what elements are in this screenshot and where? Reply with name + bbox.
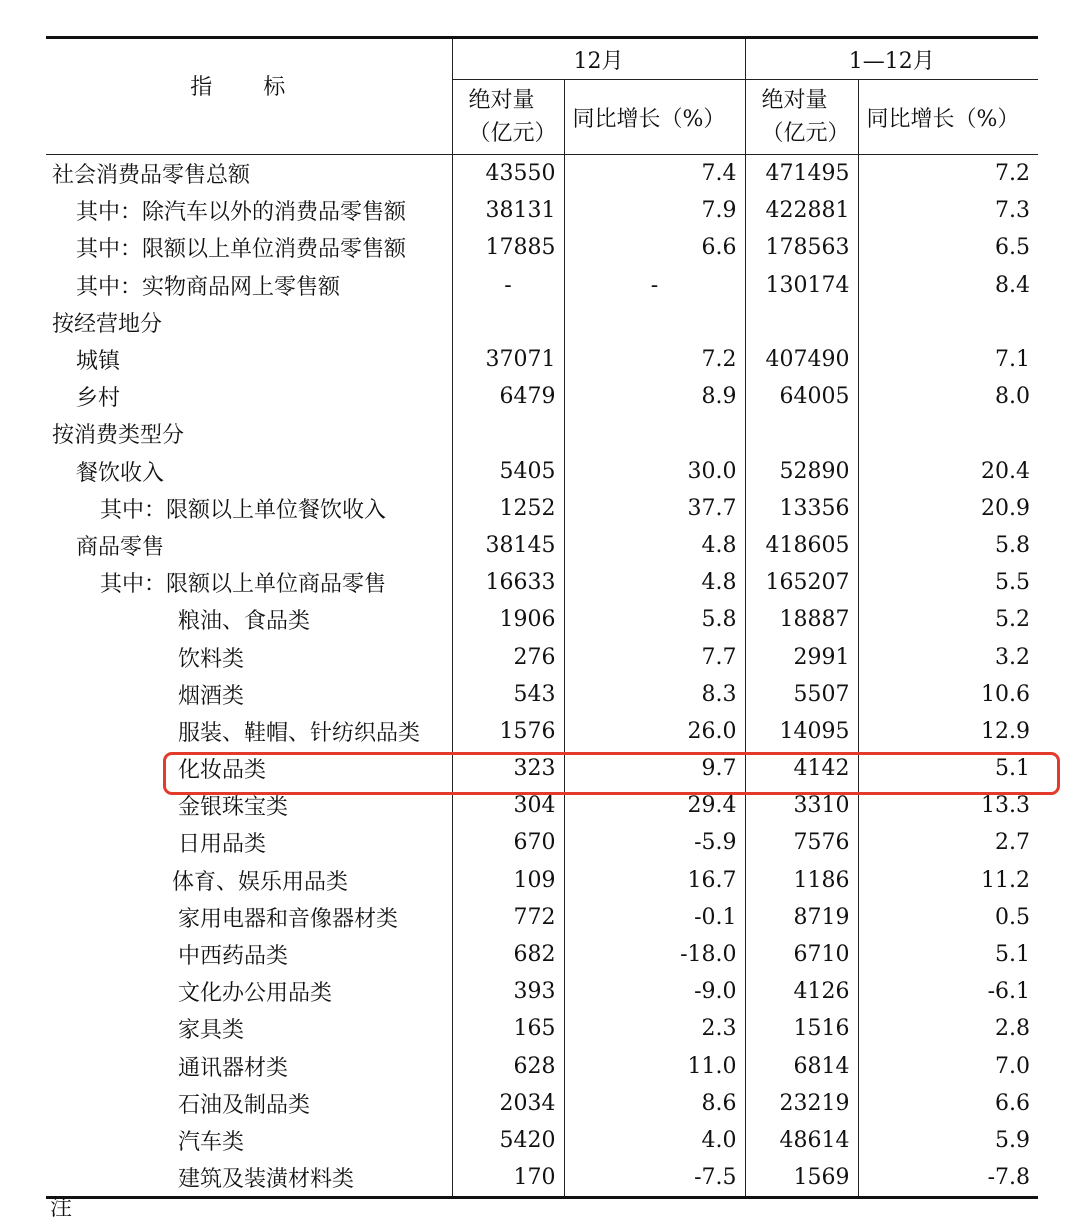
indicator-name: 中西药品类: [178, 944, 289, 970]
month-absolute-value: 5420: [452, 1122, 564, 1159]
month-yoy-value: 7.9: [564, 192, 745, 229]
table-row: [46, 378, 1038, 415]
ytd-absolute-value: 165207: [745, 564, 858, 601]
month-absolute-value: 323: [452, 750, 564, 787]
ytd-absolute-value: 18887: [745, 601, 858, 638]
ytd-absolute-header: [745, 80, 858, 155]
table-row: [46, 787, 1038, 824]
month-absolute-value: 393: [452, 973, 564, 1010]
month-absolute-value: [452, 304, 564, 341]
ytd-yoy-value: 13.3: [858, 787, 1038, 824]
table-row: [46, 862, 1038, 899]
ytd-absolute-value: 1186: [745, 862, 858, 899]
month-yoy-value: 2.3: [564, 1010, 745, 1047]
month-absolute-value: 1252: [452, 490, 564, 527]
ytd-yoy-value: 11.2: [858, 862, 1038, 899]
ytd-yoy-value: 0.5: [858, 899, 1038, 936]
indicator-name: 其中：实物商品网上零售额: [76, 274, 341, 300]
indicator-name: 按经营地分: [52, 311, 163, 337]
month-yoy-value: -9.0: [564, 973, 745, 1010]
month-yoy-value: 8.9: [564, 378, 745, 415]
indicator-name: 汽车类: [178, 1129, 245, 1155]
ytd-yoy-value: 7.3: [858, 192, 1038, 229]
indicator-name: 服装、鞋帽、针纺织品类: [178, 720, 421, 746]
month-absolute-value: 5405: [452, 453, 564, 490]
ytd-absolute-value: 8719: [745, 899, 858, 936]
month-absolute-header: [452, 80, 564, 155]
month-yoy-value: 37.7: [564, 490, 745, 527]
month-absolute-value: 109: [452, 862, 564, 899]
unit-label: （亿元）: [761, 121, 850, 146]
ytd-absolute-value: [745, 304, 858, 341]
ytd-absolute-value: 4142: [745, 750, 858, 787]
indicator-name: 化妆品类: [178, 758, 267, 784]
indicator-name: 其中：限额以上单位餐饮收入: [100, 497, 387, 523]
ytd-yoy-value: 8.4: [858, 267, 1038, 304]
table-row: [46, 341, 1038, 378]
ytd-absolute-value: 52890: [745, 453, 858, 490]
table-row: [46, 1159, 1038, 1198]
ytd-yoy-value: 6.5: [858, 229, 1038, 266]
table-body: [46, 155, 1038, 1198]
month-absolute-value: [452, 415, 564, 452]
table-row: [46, 899, 1038, 936]
ytd-absolute-value: 5507: [745, 676, 858, 713]
month-yoy-value: -0.1: [564, 899, 745, 936]
month-yoy-value: 7.4: [564, 155, 745, 193]
table-row: [46, 453, 1038, 490]
table-row: [46, 676, 1038, 713]
month-absolute-value: 1906: [452, 601, 564, 638]
table-row: [46, 638, 1038, 675]
indicator-name: 商品零售: [76, 534, 165, 560]
ytd-yoy-value: 5.5: [858, 564, 1038, 601]
ytd-absolute-value: 4126: [745, 973, 858, 1010]
month-absolute-value: 37071: [452, 341, 564, 378]
ytd-yoy-value: 5.8: [858, 527, 1038, 564]
month-absolute-value: 276: [452, 638, 564, 675]
month-yoy-value: 9.7: [564, 750, 745, 787]
ytd-yoy-value: -6.1: [858, 973, 1038, 1010]
month-absolute-value: 16633: [452, 564, 564, 601]
month-absolute-value: 2034: [452, 1085, 564, 1122]
table-row: [46, 824, 1038, 861]
indicator-name: 文化办公用品类: [178, 981, 333, 1007]
ytd-yoy-value: 2.7: [858, 824, 1038, 861]
month-yoy-value: 11.0: [564, 1048, 745, 1085]
indicator-name: 通讯器材类: [178, 1055, 289, 1081]
indicator-name: 饮料类: [178, 646, 245, 672]
month-absolute-value: 38131: [452, 192, 564, 229]
ytd-yoy-value: 6.6: [858, 1085, 1038, 1122]
table-row: [46, 564, 1038, 601]
month-absolute-value: 17885: [452, 229, 564, 266]
indicator-name: 石油及制品类: [178, 1092, 311, 1118]
month-absolute-value: 1576: [452, 713, 564, 750]
ytd-absolute-value: 6814: [745, 1048, 858, 1085]
ytd-absolute-value: 23219: [745, 1085, 858, 1122]
ytd-absolute-value: 48614: [745, 1122, 858, 1159]
table-row: [46, 1048, 1038, 1085]
table-header: [46, 38, 1038, 155]
ytd-yoy-value: 7.2: [858, 155, 1038, 193]
ytd-absolute-value: 13356: [745, 490, 858, 527]
ytd-yoy-header: 同比增长（%）: [858, 80, 1038, 155]
ytd-yoy-value: 5.1: [858, 750, 1038, 787]
month-absolute-value: 682: [452, 936, 564, 973]
indicator-name: 按消费类型分: [52, 423, 185, 449]
month-yoy-value: [564, 304, 745, 341]
table-row: [46, 304, 1038, 341]
month-yoy-value: 5.8: [564, 601, 745, 638]
month-yoy-value: [564, 415, 745, 452]
indicator-name: 体育、娱乐用品类: [172, 869, 349, 895]
month-yoy-value: -: [564, 267, 745, 304]
month-yoy-value: 26.0: [564, 713, 745, 750]
month-yoy-value: -7.5: [564, 1159, 745, 1198]
table-row: [46, 936, 1038, 973]
month-absolute-value: 543: [452, 676, 564, 713]
table-row: [46, 1085, 1038, 1122]
indicator-name: 家用电器和音像器材类: [178, 906, 399, 932]
month-yoy-value: -5.9: [564, 824, 745, 861]
month-yoy-value: 4.8: [564, 527, 745, 564]
indicator-name: 城镇: [76, 349, 121, 375]
ytd-yoy-value: -7.8: [858, 1159, 1038, 1198]
month-yoy-value: 30.0: [564, 453, 745, 490]
ytd-absolute-value: [745, 415, 858, 452]
month-yoy-value: 8.3: [564, 676, 745, 713]
ytd-absolute-value: 130174: [745, 267, 858, 304]
month-yoy-value: 8.6: [564, 1085, 745, 1122]
table-row: [46, 750, 1038, 787]
ytd-yoy-value: 2.8: [858, 1010, 1038, 1047]
absolute-label: 绝对量: [468, 88, 535, 113]
month-absolute-value: 628: [452, 1048, 564, 1085]
ytd-yoy-value: 8.0: [858, 378, 1038, 415]
month-absolute-value: 170: [452, 1159, 564, 1198]
indicator-name: 粮油、食品类: [178, 609, 311, 635]
month-absolute-value: 165: [452, 1010, 564, 1047]
ytd-absolute-value: 6710: [745, 936, 858, 973]
indicator-name: 乡村: [76, 386, 121, 412]
month-yoy-header: 同比增长（%）: [564, 80, 745, 155]
month-absolute-value: 43550: [452, 155, 564, 193]
ytd-yoy-value: 5.9: [858, 1122, 1038, 1159]
ytd-absolute-value: 418605: [745, 527, 858, 564]
table-row: [46, 229, 1038, 266]
month-yoy-value: 29.4: [564, 787, 745, 824]
indicator-name: 其中：除汽车以外的消费品零售额: [76, 200, 407, 226]
ytd-yoy-value: 7.0: [858, 1048, 1038, 1085]
month-absolute-value: 304: [452, 787, 564, 824]
table-row: [46, 490, 1038, 527]
ytd-absolute-value: 64005: [745, 378, 858, 415]
ytd-absolute-value: 471495: [745, 155, 858, 193]
month-yoy-value: 16.7: [564, 862, 745, 899]
indicator-header: 指 标: [46, 38, 452, 155]
absolute-label: 绝对量: [761, 88, 828, 113]
ytd-yoy-value: 7.1: [858, 341, 1038, 378]
month-yoy-value: 7.2: [564, 341, 745, 378]
ytd-yoy-value: 5.2: [858, 601, 1038, 638]
month-absolute-value: 772: [452, 899, 564, 936]
ytd-absolute-value: 1569: [745, 1159, 858, 1198]
table-row: [46, 527, 1038, 564]
ytd-yoy-value: 3.2: [858, 638, 1038, 675]
table-row: [46, 973, 1038, 1010]
ytd-yoy-value: [858, 304, 1038, 341]
month-absolute-value: 670: [452, 824, 564, 861]
month-yoy-value: 4.0: [564, 1122, 745, 1159]
table-row: [46, 601, 1038, 638]
ytd-yoy-value: 20.9: [858, 490, 1038, 527]
indicator-name: 其中：限额以上单位商品零售: [100, 572, 387, 598]
ytd-absolute-value: 2991: [745, 638, 858, 675]
ytd-absolute-value: 14095: [745, 713, 858, 750]
indicator-name: 其中：限额以上单位消费品零售额: [76, 237, 407, 263]
table-row: [46, 713, 1038, 750]
month-absolute-value: -: [452, 267, 564, 304]
month-yoy-value: 6.6: [564, 229, 745, 266]
table-row: [46, 267, 1038, 304]
ytd-absolute-value: 3310: [745, 787, 858, 824]
indicator-name: 建筑及装潢材料类: [178, 1167, 355, 1193]
ytd-absolute-value: 422881: [745, 192, 858, 229]
month-yoy-value: 4.8: [564, 564, 745, 601]
ytd-absolute-value: 7576: [745, 824, 858, 861]
table-row: [46, 1010, 1038, 1047]
month-absolute-value: 38145: [452, 527, 564, 564]
ytd-absolute-value: 178563: [745, 229, 858, 266]
indicator-name: 家具类: [178, 1018, 245, 1044]
month-group-header: 12月: [452, 38, 745, 80]
ytd-absolute-value: 1516: [745, 1010, 858, 1047]
month-yoy-value: 7.7: [564, 638, 745, 675]
retail-sales-table: [46, 36, 1038, 1199]
ytd-yoy-value: 5.1: [858, 936, 1038, 973]
ytd-yoy-value: [858, 415, 1038, 452]
month-absolute-value: 6479: [452, 378, 564, 415]
ytd-absolute-value: 407490: [745, 341, 858, 378]
unit-label: （亿元）: [468, 121, 557, 146]
indicator-name: 餐饮收入: [76, 460, 165, 486]
table-row: [46, 1122, 1038, 1159]
footer-note: 注: [50, 1196, 73, 1221]
table-row: [46, 192, 1038, 229]
table-row: [46, 155, 1038, 193]
table-row: [46, 415, 1038, 452]
ytd-group-header: 1—12月: [745, 38, 1038, 80]
ytd-yoy-value: 10.6: [858, 676, 1038, 713]
ytd-yoy-value: 20.4: [858, 453, 1038, 490]
indicator-name: 金银珠宝类: [178, 795, 289, 821]
indicator-name: 社会消费品零售总额: [52, 163, 251, 189]
month-yoy-value: -18.0: [564, 936, 745, 973]
indicator-name: 烟酒类: [178, 683, 245, 709]
ytd-yoy-value: 12.9: [858, 713, 1038, 750]
indicator-name: 日用品类: [178, 832, 267, 858]
